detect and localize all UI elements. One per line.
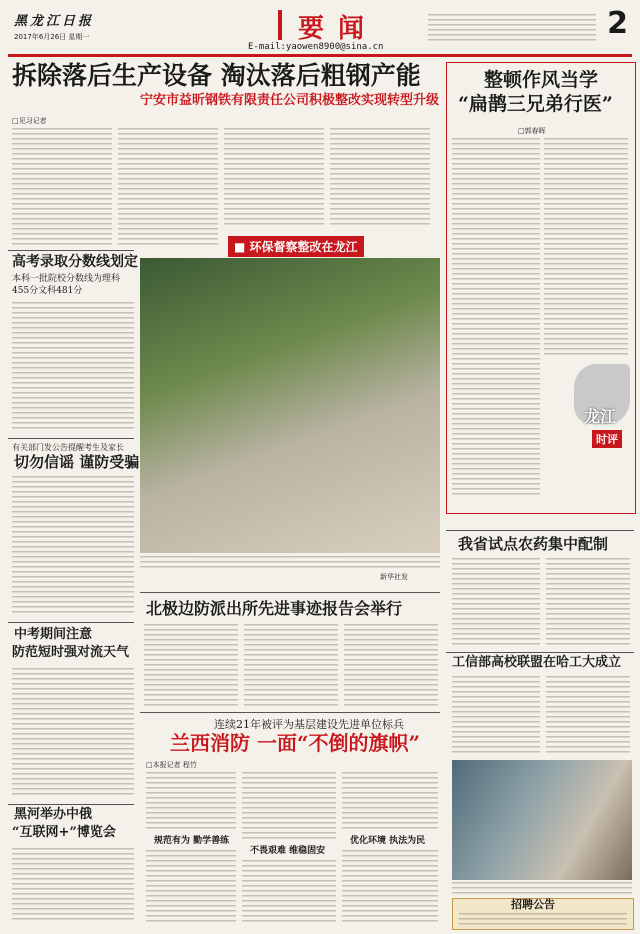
divider xyxy=(140,592,440,593)
editorial-title-1: 整顿作风当学 xyxy=(484,69,599,91)
fire-body-3 xyxy=(242,772,336,842)
recruit-body xyxy=(459,913,627,925)
item1-title: 高考录取分数线划定 xyxy=(12,254,138,270)
header-accent xyxy=(278,10,282,40)
border-body-col-2 xyxy=(244,624,338,706)
divider xyxy=(446,652,634,653)
trial-body-col-1 xyxy=(452,558,540,648)
fire-body-2 xyxy=(146,850,236,924)
alliance-body-col-2 xyxy=(546,676,630,756)
divider xyxy=(8,438,134,439)
flag-icon: ■ xyxy=(234,240,250,254)
comment-tag-region: 龙江 xyxy=(584,407,617,426)
fire-body-6 xyxy=(342,850,438,924)
item1-sub: 本科一批院校分数线为理科455分文科481分 xyxy=(12,274,121,296)
news-photo xyxy=(140,258,440,553)
fire-byline: □本报记者 程竹 xyxy=(146,761,197,769)
item3-body xyxy=(12,668,134,798)
editorial-title-2: “扁鹊三兄弟行医” xyxy=(458,93,613,115)
divider xyxy=(446,530,634,531)
section-title: 要闻 xyxy=(298,14,379,44)
alliance-title: 工信部高校联盟在哈工大成立 xyxy=(452,655,622,670)
main-body-col-1 xyxy=(12,128,112,246)
item2-kicker: 有关部门发公告提醒考生及家长 xyxy=(12,443,124,452)
item4-title: 黑河举办中俄 xyxy=(14,807,93,822)
editorial-author: □郭春晖 xyxy=(518,127,546,135)
fire-sub-1: 规范有为 勤学善练 xyxy=(154,836,230,846)
page-header xyxy=(8,6,632,57)
alliance-body-col-1 xyxy=(452,676,540,756)
item2-title: 切勿信谣 谨防受骗 xyxy=(14,453,140,471)
alliance-photo xyxy=(452,760,632,880)
divider xyxy=(8,804,134,805)
divider xyxy=(140,712,440,713)
item2-body xyxy=(12,476,134,616)
env-banner xyxy=(228,236,364,257)
recruit-title: 招聘公告 xyxy=(511,898,555,911)
fire-sub-3: 优化环境 执法为民 xyxy=(350,836,426,846)
alliance-photo-caption xyxy=(452,882,632,894)
fire-body-5 xyxy=(342,772,438,832)
border-headline: 北极边防派出所先进事迹报告会举行 xyxy=(146,599,403,618)
fire-body-4 xyxy=(242,860,336,924)
editor-credits xyxy=(428,14,596,42)
divider xyxy=(8,250,134,251)
main-body-col-2 xyxy=(118,128,218,246)
fire-sub-2: 不畏艰难 维稳固安 xyxy=(250,846,326,856)
divider xyxy=(8,622,134,623)
editorial-body-col-2 xyxy=(544,138,628,358)
trial-body-col-2 xyxy=(546,558,630,648)
photo-caption-text xyxy=(140,556,440,570)
item3-title-2: 防范短时强对流天气 xyxy=(12,645,130,660)
item4-title-2: “互联网+”博览会 xyxy=(12,825,116,840)
main-body-col-4 xyxy=(330,128,430,228)
fire-body-1 xyxy=(146,772,236,832)
border-body-col-1 xyxy=(144,624,238,706)
comment-tag-label: 时评 xyxy=(592,430,622,448)
recruit-notice xyxy=(452,898,634,930)
main-byline: □见习记者 xyxy=(12,117,47,125)
item1-body xyxy=(12,302,134,432)
editorial-body-col-1 xyxy=(452,138,540,498)
fire-headline: 兰西消防 一面“不倒的旗帜” xyxy=(170,731,420,755)
item4-body xyxy=(12,848,134,920)
section-email: E-mail:yaowen8900@sina.cn xyxy=(248,42,384,52)
main-subheadline: 宁安市益昕钢铁有限责任公司积极整改实现转型升级 xyxy=(140,93,440,108)
env-banner-label: 环保督察整改在龙江 xyxy=(249,240,358,254)
border-body-col-3 xyxy=(344,624,438,706)
photo-credit: 新华社发 xyxy=(380,573,408,581)
main-body-col-3 xyxy=(224,128,324,228)
fire-kicker: 连续21年被评为基层建设先进单位标兵 xyxy=(214,718,404,731)
page-number: 2 xyxy=(607,6,628,41)
item3-title: 中考期间注意 xyxy=(14,627,93,642)
main-headline: 拆除落后生产设备 淘汰落后粗钢产能 xyxy=(12,61,421,90)
masthead: 黑龙江日报 xyxy=(14,14,95,29)
trial-title: 我省试点农药集中配制 xyxy=(458,535,609,553)
date-line: 2017年6月26日 星期一 xyxy=(14,33,90,41)
